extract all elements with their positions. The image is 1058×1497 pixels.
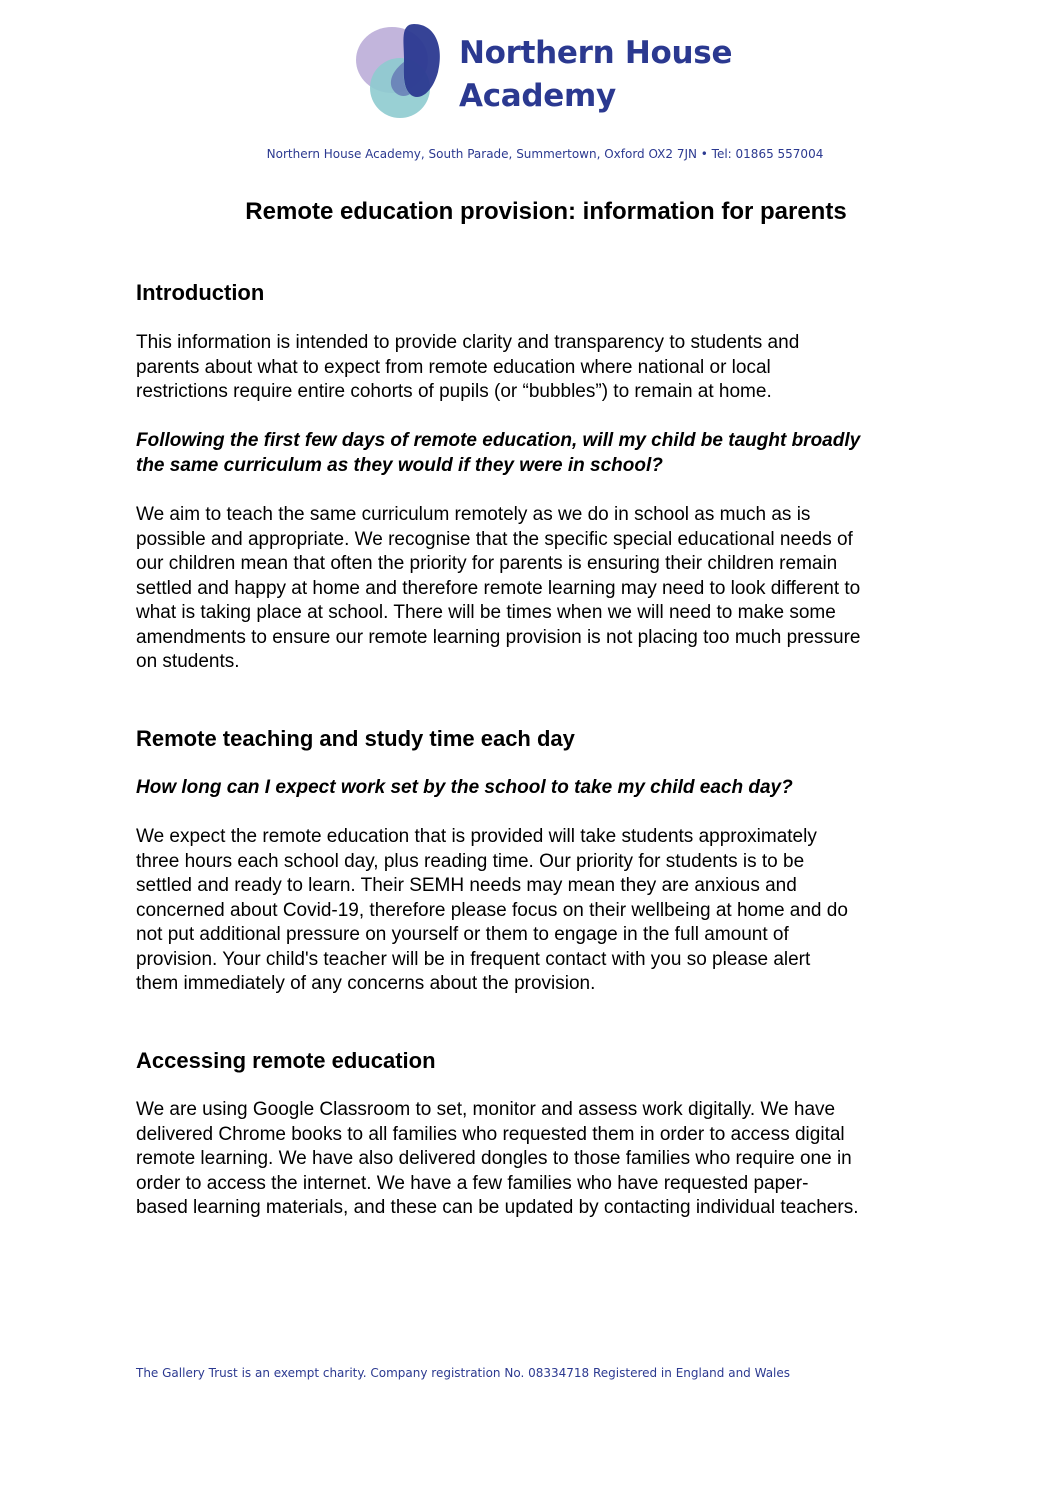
paragraph-line: possible and appropriate. We recognise that the specific special educational needs of: [136, 528, 853, 550]
paragraph-line: our children mean that often the priority for parents is ensuring their children remain: [136, 553, 838, 574]
charity-footer: The Gallery Trust is an exempt charity. Company registration No. 08334718 Registered in England and Wales: [136, 1366, 791, 1380]
question-line: Following the first few days of remote education, will my child be taught broadly: [136, 430, 861, 451]
paragraph-line: settled and happy at home and therefore remote learning may need to look different to: [136, 577, 861, 599]
heading-accessing-remote-education: Accessing remote education: [136, 1048, 436, 1073]
paragraph-line: three hours each school day, plus reading time. Our priority for students is to be: [136, 850, 805, 872]
paragraph-line: what is taking place at school. There will be times when we will need to make some: [136, 602, 836, 623]
paragraph-line: restrictions require entire cohorts of pupils (or “bubbles”) to remain at home.: [136, 381, 772, 402]
paragraph-line: concerned about Covid-19, therefore please focus on their wellbeing at home and do: [136, 899, 848, 921]
paragraph-line: on students.: [136, 651, 240, 672]
paragraph-line: We aim to teach the same curriculum remotely as we do in school as much as is: [136, 504, 811, 525]
paragraph-line: order to access the internet. We have a few families who have requested paper-: [136, 1172, 809, 1194]
paragraph-line: settled and ready to learn. Their SEMH needs may mean they are anxious and: [136, 875, 797, 896]
access-paragraph: [136, 1098, 858, 1221]
paragraph-line: We expect the remote education that is provided will take students approximately: [136, 826, 817, 847]
heading-introduction: Introduction: [136, 280, 265, 305]
paragraph-line: amendments to ensure our remote learning provision is not placing too much pressure: [136, 626, 861, 648]
paragraph-line: delivered Chrome books to all families who requested them in order to access digital: [136, 1123, 845, 1145]
curriculum-answer: [136, 503, 861, 675]
academy-logo-mark: [352, 22, 448, 122]
question-line: the same curriculum as they would if they were in school?: [136, 454, 663, 476]
curriculum-question: [136, 429, 860, 478]
paragraph-line: parents about what to expect from remote education where national or local: [136, 356, 771, 378]
paragraph-line: provision. Your child's teacher will be in frequent contact with you so please alert: [136, 948, 811, 970]
school-address: Northern House Academy, South Parade, Summertown, Oxford OX2 7JN • Tel: 01865 557004: [266, 147, 824, 161]
paragraph-line: based learning materials, and these can be updated by contacting individual teachers.: [136, 1197, 859, 1218]
paragraph-line: not put additional pressure on yourself or them to engage in the full amount of: [136, 924, 789, 945]
heading-remote-teaching: Remote teaching and study time each day: [136, 726, 575, 751]
study-time-question: How long can I expect work set by the school to take my child each day?: [136, 777, 793, 798]
academy-logo-text: [459, 32, 732, 118]
document-title: Remote education provision: information for parents: [245, 198, 847, 225]
intro-paragraph: [136, 331, 799, 405]
study-time-answer: [136, 825, 848, 997]
paragraph-line: We are using Google Classroom to set, monitor and assess work digitally. We have: [136, 1099, 836, 1120]
paragraph-line: This information is intended to provide clarity and transparency to students and: [136, 332, 800, 353]
paragraph-line: them immediately of any concerns about the provision.: [136, 973, 596, 994]
logo-line-1: Northern House: [459, 35, 733, 71]
paragraph-line: remote learning. We have also delivered dongles to those families who require one in: [136, 1148, 852, 1169]
academy-logo: [352, 22, 752, 122]
logo-line-2: Academy: [459, 78, 616, 114]
